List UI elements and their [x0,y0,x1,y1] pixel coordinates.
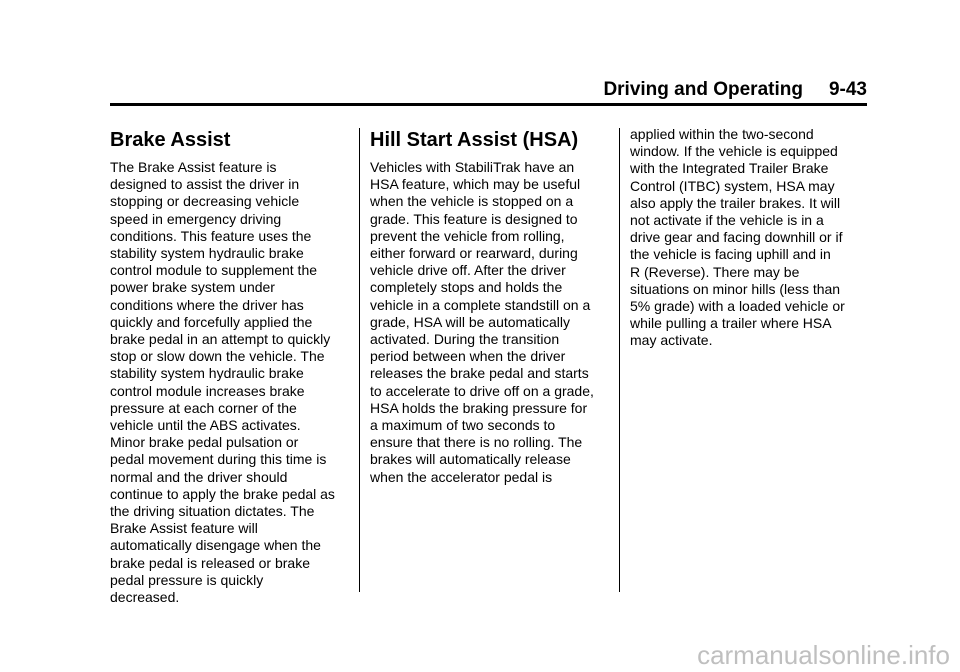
header-text [603,79,867,101]
header-rule [110,103,867,106]
hsa-paragraph: Vehicles with StabiliTrak have an HSA feature, which may be useful when the vehicle is stopped on a grade. This feature is designed to prevent the vehicle from rolling, either forward or rearward, during vehicle drive off. After the driver completely stops and holds the vehicle in a complete standstill on a grade, HSA will be automatically activated. During the transition period between when the driver releases the brake pedal and starts to accelerate to drive off on a grade, HSA holds the braking pressure for a maximum of two seconds to ensure that there is no rolling. The brakes will automatically release when the accelerator pedal is [370,159,594,485]
hsa-heading: Hill Start Assist (HSA) [370,129,579,151]
watermark: carmanualsonline.info [697,640,950,670]
column-divider-left [359,128,360,592]
column-hill-start-assist [370,128,610,486]
page-header [110,79,867,101]
brake-assist-heading: Brake Assist [110,129,231,151]
column-brake-assist [110,128,350,606]
brake-assist-paragraph: The Brake Assist feature is designed to assist the driver in stopping or decreasing vehicle speed in emergency driving conditions. This feature uses the stability system hydraulic brake control module to supplement the power brake system under conditions where the driver has quickly and forcefully applied the brake pedal in an attempt to quickly stop or slow down the vehicle. The stability system hydraulic brake control module increases brake pressure at each corner of the vehicle until the ABS activates. Minor brake pedal pulsation or pedal movement during this time is normal and the driver should continue to apply the brake pedal as the driving situation dictates. The Brake Assist feature will automatically disengage when the brake pedal is released or brake pedal pressure is quickly decreased. [110,159,335,606]
header-section-title: Driving and Operating [603,79,803,100]
hsa-paragraph-continued: applied within the two-second window. If the vehicle is equipped with the Integrated Trailer Brake Control (ITBC) system, HSA may also apply the trailer brakes. It will not activate if the vehicle is in a drive gear and facing downhill or if the vehicle is facing uphill and in R (Reverse). There may be situations on minor hills (less than 5% grade) with a loaded vehicle or while pulling a trailer where HSA may activate. [630,126,845,349]
header-page-number: 9-43 [828,79,867,100]
column-divider-right [619,128,620,592]
column-hsa-continued [630,128,870,350]
